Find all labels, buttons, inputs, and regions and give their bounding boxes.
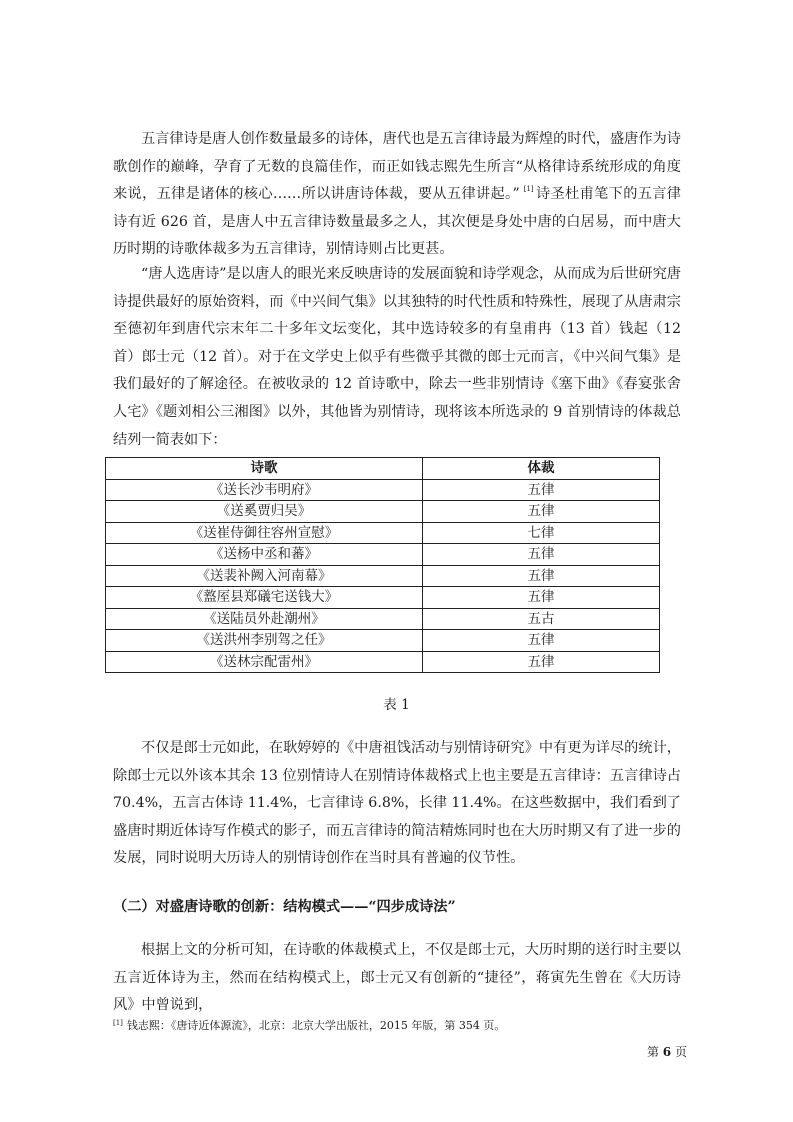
section-heading: （二）对盛唐诗歌的创新：结构模式——“四步成诗法” <box>113 899 456 915</box>
genre-cell: 五律 <box>423 479 660 501</box>
paragraph-1-text-a: 五言律诗是唐人创作数量最多的诗体，唐代也是五言律诗最为辉煌的时代，盛唐作为诗歌创作的巅峰，孕育了无数的良篇佳作，而正如钱志熙先生所言“从格律诗系统形成的角度来说，五律是诸体的核心……所以讲唐诗体裁，要从五律讲起。” <box>113 131 681 203</box>
table-row <box>106 587 660 609</box>
page-number <box>647 1043 687 1060</box>
genre-cell: 五律 <box>423 544 660 566</box>
table-row <box>106 630 660 652</box>
poem-title-cell: 《送奚贾归吴》 <box>106 501 423 523</box>
genre-cell: 五律 <box>423 587 660 609</box>
paragraph-2: “唐人选唐诗”是以唐人的眼光来反映唐诗的发展面貌和诗学观念，从而成为后世研究唐诗提供最好的原始资料，而《中兴间气集》以其独特的时代性质和特殊性，展现了从唐肃宗至德初年到唐代宗末年二十多年文坛变化，其中选诗较多的有皇甫冉（13 首）钱起（12 首）郎士元（12 首）。对于在文学史上似乎有些微乎其微的郎士元而言，《中兴间气集》是我们最好的了解途径。在被收录的 12 首诗歌中，除去一些非别情诗《塞下曲》《春宴张舍人宅》《题刘相公三湘图》以外，其他皆为别情诗，现将该本所选录的 9 首别情诗的体裁总结列一简表如下： <box>113 266 681 448</box>
paragraph-3: 不仅是郎士元如此，在耿婷婷的《中唐祖饯活动与别情诗研究》中有更为详尽的统计，除郎士元以外该本其余 13 位别情诗人在别情诗体裁格式上也主要是五言律诗：五言律诗占 70.4%，五言古体诗 11.4%，七言律诗 6.8%，长律 11.4%。在这些数据中，我们看到了盛唐时期近体诗写作模式的影子，而五言律诗的简洁精炼同时也在大历时期又有了进一步的发展，同时说明大历诗人的别情诗创作在当时具有普遍的仪节性。 <box>113 740 681 867</box>
poem-title-cell: 《盩厔县郑礒宅送钱大》 <box>106 587 423 609</box>
table-header-row <box>106 458 660 480</box>
paragraph-1 <box>113 126 681 264</box>
footnote <box>113 1015 505 1034</box>
poem-title-cell: 《送洪州李别驾之任》 <box>106 630 423 652</box>
table-caption: 表 1 <box>383 697 410 713</box>
footnote-reference[interactable]: [1] <box>523 185 534 194</box>
poem-title-cell: 《送陆员外赴潮州》 <box>106 608 423 630</box>
poem-title-cell: 《送裴补阙入河南幕》 <box>106 565 423 587</box>
genre-cell: 五律 <box>423 630 660 652</box>
table-row <box>106 608 660 630</box>
genre-cell: 五律 <box>423 501 660 523</box>
paragraph-1-text-b: 诗圣杜甫笔下的五言律诗有近 626 首，是唐人中五言律诗数量最多之人，其次便是身处中唐的白居易，而中唐大历时期的诗歌体裁多为五言律诗，别情诗则占比更甚。 <box>113 186 681 258</box>
table-header-genre: 体裁 <box>423 458 660 480</box>
genre-cell: 五古 <box>423 608 660 630</box>
table-row <box>106 544 660 566</box>
page-number-value: 6 <box>662 1045 672 1059</box>
table-header-poem: 诗歌 <box>106 458 423 480</box>
table-row <box>106 501 660 523</box>
page-number-suffix: 页 <box>674 1045 687 1059</box>
table-row <box>106 522 660 544</box>
genre-cell: 五律 <box>423 651 660 673</box>
table-row <box>106 651 660 673</box>
poem-title-cell: 《送林宗配雷州》 <box>106 651 423 673</box>
table-row <box>106 565 660 587</box>
genre-cell: 五律 <box>423 565 660 587</box>
poem-title-cell: 《送长沙韦明府》 <box>106 479 423 501</box>
page-number-prefix: 第 <box>646 1045 659 1059</box>
table-row <box>106 479 660 501</box>
paragraph-4: 根据上文的分析可知，在诗歌的体裁模式上，不仅是郎士元，大历时期的送行时主要以五言近体诗为主，然而在结构模式上，郎士元又有创新的“捷径”，蒋寅先生曾在《大历诗风》中曾说到， <box>113 942 681 1014</box>
genre-cell: 七律 <box>423 522 660 544</box>
poem-title-cell: 《送崔侍御往容州宣慰》 <box>106 522 423 544</box>
poem-genre-table <box>105 457 660 673</box>
footnote-mark: [1] <box>113 1019 123 1027</box>
footnote-text: 钱志熙：《唐诗近体源流》，北京：北京大学出版社，2015 年版，第 354 页。 <box>126 1019 506 1032</box>
poem-title-cell: 《送杨中丞和蕃》 <box>106 544 423 566</box>
